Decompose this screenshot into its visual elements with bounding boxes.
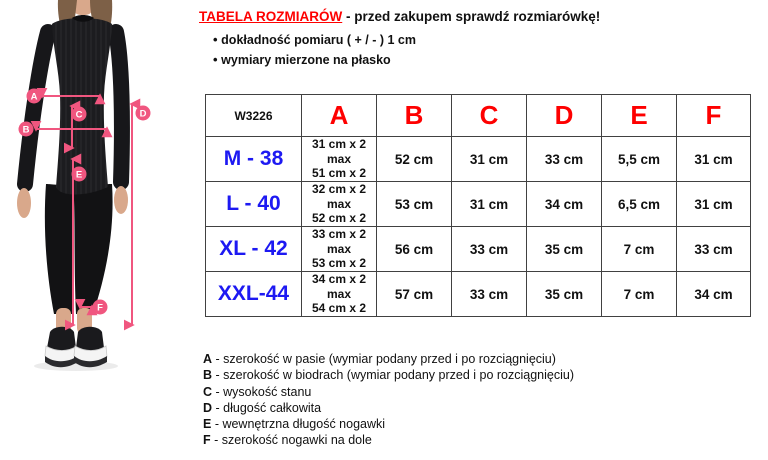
model-hand-left — [17, 188, 31, 218]
marker-D-label: D — [139, 108, 147, 120]
legend-item — [203, 351, 623, 367]
measurement-cell-A — [302, 137, 377, 182]
column-header-D: D — [527, 95, 602, 137]
header-bullet-list — [199, 32, 764, 67]
measurement-cell-F: 34 cm — [677, 272, 751, 317]
size-cell: XXL-44 — [206, 272, 302, 317]
legend-separator: - — [212, 352, 224, 366]
measurement-cell-D: 33 cm — [527, 137, 602, 182]
marker-F-label: F — [97, 302, 103, 314]
model-arm-right — [116, 32, 122, 182]
marker-E-label: E — [75, 169, 83, 181]
column-header-B: B — [377, 95, 452, 137]
marker-C-label: C — [75, 109, 83, 121]
legend-text: wysokość stanu — [223, 384, 312, 399]
value-line: 53 cm x 2 — [311, 256, 367, 271]
legend-separator: - — [212, 368, 224, 383]
measurement-cell-E: 7 cm — [602, 272, 677, 317]
measurement-cell-C: 31 cm — [452, 137, 527, 182]
measurement-cell-E: 5,5 cm — [602, 137, 677, 182]
table-row — [206, 272, 751, 317]
legend-text: szerokość w pasie (wymiar podany przed i po rozciągnięciu) — [223, 352, 556, 366]
legend-key: B — [203, 368, 213, 383]
measurement-cell-E: 7 cm — [602, 227, 677, 272]
model-hand-right — [114, 186, 128, 214]
legend-key: A — [203, 352, 213, 366]
legend-separator: - — [212, 400, 224, 415]
value-line: 33 cm x 2 — [311, 227, 367, 242]
legend-item — [203, 432, 623, 448]
legend-item — [203, 384, 623, 400]
model-sneaker-right — [74, 327, 107, 368]
page-title-suffix: - przed zakupem sprawdź rozmiarówkę! — [342, 9, 601, 24]
size-cell: L - 40 — [206, 182, 302, 227]
size-table — [205, 94, 751, 317]
value-line: max — [326, 241, 352, 256]
legend-separator: - — [210, 433, 222, 448]
model-sneaker-left — [45, 327, 78, 368]
value-line: 54 cm x 2 — [311, 301, 367, 316]
measurement-cell-C: 31 cm — [452, 182, 527, 227]
measurement-cell-F: 31 cm — [677, 137, 751, 182]
size-cell: M - 38 — [206, 137, 302, 182]
measurement-cell-F: 33 cm — [677, 227, 751, 272]
measurement-cell-D: 35 cm — [527, 272, 602, 317]
page-title-line — [199, 9, 764, 24]
value-line: 51 cm x 2 — [311, 166, 367, 181]
value-line: max — [326, 286, 352, 301]
legend-text: wewnętrzna długość nogawki — [222, 417, 386, 432]
measurement-cell-F: 31 cm — [677, 182, 751, 227]
legend-text: szerokość w biodrach (wymiar podany przed i po rozciągnięciu) — [223, 368, 574, 383]
column-header-F: F — [677, 95, 751, 137]
measurement-cell-A — [302, 227, 377, 272]
column-header-E: E — [602, 95, 677, 137]
measurement-cell-A — [302, 272, 377, 317]
measurement-cell-A — [302, 182, 377, 227]
legend-key: E — [203, 417, 212, 432]
legend-separator: - — [212, 384, 224, 399]
value-line: max — [326, 151, 352, 166]
model-figure — [0, 0, 196, 378]
legend-key: F — [203, 433, 211, 448]
model-arm-left — [22, 32, 48, 184]
legend-separator: - — [211, 417, 223, 432]
measurement-cell-D: 35 cm — [527, 227, 602, 272]
marker-A-label: A — [30, 91, 38, 103]
measurement-cell-B: 56 cm — [377, 227, 452, 272]
header — [199, 9, 764, 72]
bullet-item: • dokładność pomiaru ( + / - ) 1 cm — [213, 32, 764, 47]
legend-text: długość całkowita — [223, 400, 322, 415]
model-leg-left — [45, 184, 74, 314]
page-title: TABELA ROZMIARÓW — [199, 9, 343, 24]
measurement-cell-C: 33 cm — [452, 272, 527, 317]
size-cell: XL - 42 — [206, 227, 302, 272]
value-line: 52 cm x 2 — [311, 211, 367, 226]
product-code: W3226 — [206, 95, 302, 137]
column-header-A: A — [302, 95, 377, 137]
legend-item — [203, 400, 623, 416]
measurement-cell-E: 6,5 cm — [602, 182, 677, 227]
model-leg-right — [74, 184, 113, 314]
legend — [203, 351, 623, 449]
table-row — [206, 182, 751, 227]
value-line: max — [326, 196, 352, 211]
value-line: 34 cm x 2 — [311, 272, 367, 287]
table-header-row — [206, 95, 751, 137]
bullet-item: • wymiary mierzone na płasko — [213, 52, 764, 67]
value-line: 32 cm x 2 — [311, 182, 367, 197]
table-row — [206, 137, 751, 182]
measurement-cell-B: 53 cm — [377, 182, 452, 227]
legend-key: C — [203, 384, 213, 399]
marker-B-label: B — [22, 124, 30, 136]
measurement-cell-C: 33 cm — [452, 227, 527, 272]
table-row — [206, 227, 751, 272]
model-photo — [0, 0, 196, 378]
legend-key: D — [203, 400, 213, 415]
legend-text: szerokość nogawki na dole — [221, 433, 372, 448]
value-line: 31 cm x 2 — [311, 137, 367, 152]
measurement-cell-B: 57 cm — [377, 272, 452, 317]
legend-item — [203, 416, 623, 432]
measurement-cell-D: 34 cm — [527, 182, 602, 227]
column-header-C: C — [452, 95, 527, 137]
legend-item — [203, 367, 623, 383]
measurement-cell-B: 52 cm — [377, 137, 452, 182]
